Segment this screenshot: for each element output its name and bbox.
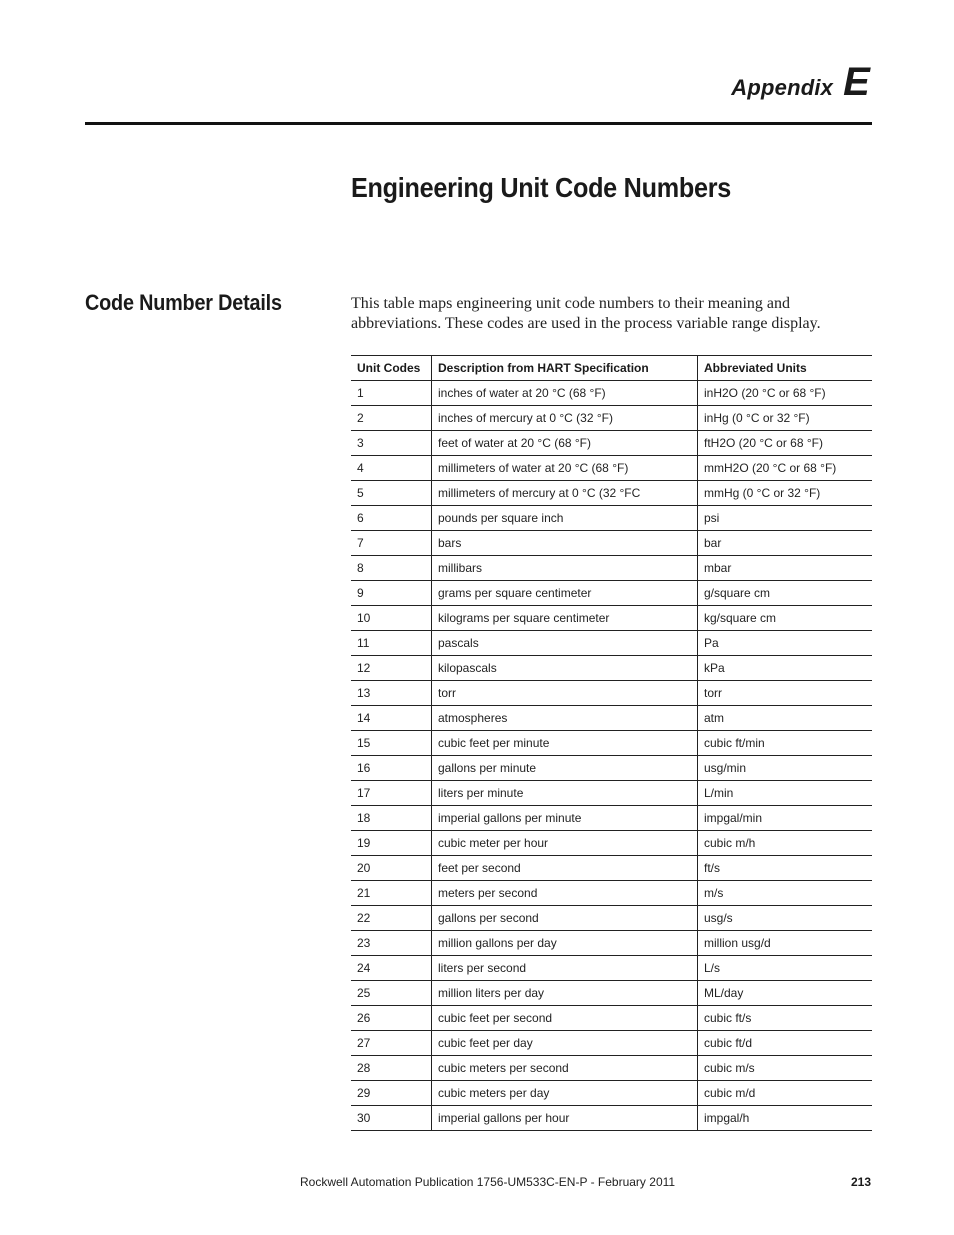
table-row	[351, 406, 872, 431]
chapter-title: Engineering Unit Code Numbers	[351, 172, 732, 203]
cell-abbreviation: mmHg (0 °C or 32 °F)	[698, 481, 873, 506]
cell-unit-code: 30	[351, 1106, 432, 1131]
cell-description: feet of water at 20 °C (68 °F)	[432, 431, 698, 456]
cell-description: torr	[432, 681, 698, 706]
cell-description: millimeters of water at 20 °C (68 °F)	[432, 456, 698, 481]
table-row	[351, 556, 872, 581]
cell-description: millimeters of mercury at 0 °C (32 °FC	[432, 481, 698, 506]
cell-description: kilograms per square centimeter	[432, 606, 698, 631]
table-row	[351, 881, 872, 906]
cell-abbreviation: kg/square cm	[698, 606, 873, 631]
cell-unit-code: 11	[351, 631, 432, 656]
table-row	[351, 731, 872, 756]
cell-description: pounds per square inch	[432, 506, 698, 531]
cell-abbreviation: usg/s	[698, 906, 873, 931]
cell-unit-code: 2	[351, 406, 432, 431]
cell-abbreviation: cubic ft/s	[698, 1006, 873, 1031]
cell-description: pascals	[432, 631, 698, 656]
table-body	[351, 381, 872, 1131]
cell-unit-code: 5	[351, 481, 432, 506]
cell-description: millibars	[432, 556, 698, 581]
table-header-row	[351, 356, 872, 381]
appendix-word: Appendix	[731, 75, 834, 100]
cell-abbreviation: impgal/h	[698, 1106, 873, 1131]
table-row	[351, 756, 872, 781]
table-row	[351, 856, 872, 881]
cell-unit-code: 24	[351, 956, 432, 981]
cell-unit-code: 6	[351, 506, 432, 531]
table-row	[351, 781, 872, 806]
cell-unit-code: 12	[351, 656, 432, 681]
cell-abbreviation: mbar	[698, 556, 873, 581]
table-row	[351, 831, 872, 856]
cell-abbreviation: L/min	[698, 781, 873, 806]
cell-unit-code: 18	[351, 806, 432, 831]
cell-abbreviation: psi	[698, 506, 873, 531]
column-header-abbreviated-units: Abbreviated Units	[698, 356, 873, 381]
cell-unit-code: 7	[351, 531, 432, 556]
cell-abbreviation: cubic m/h	[698, 831, 873, 856]
cell-description: cubic meters per second	[432, 1056, 698, 1081]
cell-abbreviation: million usg/d	[698, 931, 873, 956]
page-number: 213	[850, 1175, 871, 1189]
column-header-description: Description from HART Specification	[432, 356, 698, 381]
table-row	[351, 1031, 872, 1056]
cell-abbreviation: impgal/min	[698, 806, 873, 831]
intro-paragraph: This table maps engineering unit code numbers to their meaning and abbreviations. These codes are used in the process variable range display.	[351, 295, 821, 332]
table-row	[351, 656, 872, 681]
cell-description: cubic feet per second	[432, 1006, 698, 1031]
cell-unit-code: 16	[351, 756, 432, 781]
cell-description: liters per minute	[432, 781, 698, 806]
cell-description: grams per square centimeter	[432, 581, 698, 606]
cell-description: imperial gallons per minute	[432, 806, 698, 831]
cell-abbreviation: inH2O (20 °C or 68 °F)	[698, 381, 873, 406]
cell-description: gallons per minute	[432, 756, 698, 781]
table-row	[351, 906, 872, 931]
cell-unit-code: 14	[351, 706, 432, 731]
table-row	[351, 1056, 872, 1081]
cell-description: million gallons per day	[432, 931, 698, 956]
cell-description: inches of water at 20 °C (68 °F)	[432, 381, 698, 406]
cell-abbreviation: ft/s	[698, 856, 873, 881]
table-row	[351, 481, 872, 506]
cell-description: cubic feet per day	[432, 1031, 698, 1056]
table-row	[351, 706, 872, 731]
table-row	[351, 581, 872, 606]
cell-abbreviation: cubic ft/min	[698, 731, 873, 756]
table-row	[351, 681, 872, 706]
table-row	[351, 606, 872, 631]
footer-publication: Rockwell Automation Publication 1756-UM533C-EN-P - February 2011	[300, 1175, 676, 1189]
cell-description: cubic feet per minute	[432, 731, 698, 756]
cell-abbreviation: L/s	[698, 956, 873, 981]
cell-abbreviation: m/s	[698, 881, 873, 906]
unit-codes-table	[351, 355, 872, 1131]
cell-unit-code: 22	[351, 906, 432, 931]
header-rule	[85, 122, 872, 125]
cell-description: imperial gallons per hour	[432, 1106, 698, 1131]
cell-abbreviation: bar	[698, 531, 873, 556]
table-row	[351, 506, 872, 531]
cell-abbreviation: ML/day	[698, 981, 873, 1006]
cell-unit-code: 26	[351, 1006, 432, 1031]
cell-description: inches of mercury at 0 °C (32 °F)	[432, 406, 698, 431]
cell-unit-code: 21	[351, 881, 432, 906]
cell-description: gallons per second	[432, 906, 698, 931]
cell-unit-code: 4	[351, 456, 432, 481]
cell-abbreviation: inHg (0 °C or 32 °F)	[698, 406, 873, 431]
cell-abbreviation: mmH2O (20 °C or 68 °F)	[698, 456, 873, 481]
table-row	[351, 956, 872, 981]
cell-unit-code: 3	[351, 431, 432, 456]
cell-unit-code: 15	[351, 731, 432, 756]
cell-unit-code: 27	[351, 1031, 432, 1056]
cell-unit-code: 23	[351, 931, 432, 956]
table-row	[351, 531, 872, 556]
cell-abbreviation: torr	[698, 681, 873, 706]
cell-unit-code: 28	[351, 1056, 432, 1081]
appendix-heading	[620, 62, 870, 108]
cell-description: million liters per day	[432, 981, 698, 1006]
cell-unit-code: 10	[351, 606, 432, 631]
table-row	[351, 1006, 872, 1031]
table-row	[351, 806, 872, 831]
cell-abbreviation: kPa	[698, 656, 873, 681]
cell-abbreviation: atm	[698, 706, 873, 731]
cell-unit-code: 17	[351, 781, 432, 806]
cell-description: kilopascals	[432, 656, 698, 681]
table-row	[351, 381, 872, 406]
cell-description: cubic meter per hour	[432, 831, 698, 856]
table-row	[351, 981, 872, 1006]
cell-description: bars	[432, 531, 698, 556]
cell-unit-code: 25	[351, 981, 432, 1006]
appendix-letter: E	[843, 60, 870, 104]
cell-description: atmospheres	[432, 706, 698, 731]
section-title: Code Number Details	[85, 290, 282, 315]
table-row	[351, 631, 872, 656]
cell-unit-code: 8	[351, 556, 432, 581]
cell-unit-code: 9	[351, 581, 432, 606]
cell-description: cubic meters per day	[432, 1081, 698, 1106]
table-row	[351, 431, 872, 456]
cell-abbreviation: cubic ft/d	[698, 1031, 873, 1056]
cell-description: liters per second	[432, 956, 698, 981]
cell-unit-code: 1	[351, 381, 432, 406]
column-header-unit-codes: Unit Codes	[351, 356, 432, 381]
cell-abbreviation: Pa	[698, 631, 873, 656]
cell-unit-code: 19	[351, 831, 432, 856]
cell-abbreviation: cubic m/s	[698, 1056, 873, 1081]
cell-unit-code: 29	[351, 1081, 432, 1106]
table-row	[351, 931, 872, 956]
cell-abbreviation: g/square cm	[698, 581, 873, 606]
cell-abbreviation: ftH2O (20 °C or 68 °F)	[698, 431, 873, 456]
cell-unit-code: 20	[351, 856, 432, 881]
table-row	[351, 456, 872, 481]
cell-unit-code: 13	[351, 681, 432, 706]
table-row	[351, 1106, 872, 1131]
cell-abbreviation: usg/min	[698, 756, 873, 781]
cell-abbreviation: cubic m/d	[698, 1081, 873, 1106]
cell-description: feet per second	[432, 856, 698, 881]
table-row	[351, 1081, 872, 1106]
cell-description: meters per second	[432, 881, 698, 906]
